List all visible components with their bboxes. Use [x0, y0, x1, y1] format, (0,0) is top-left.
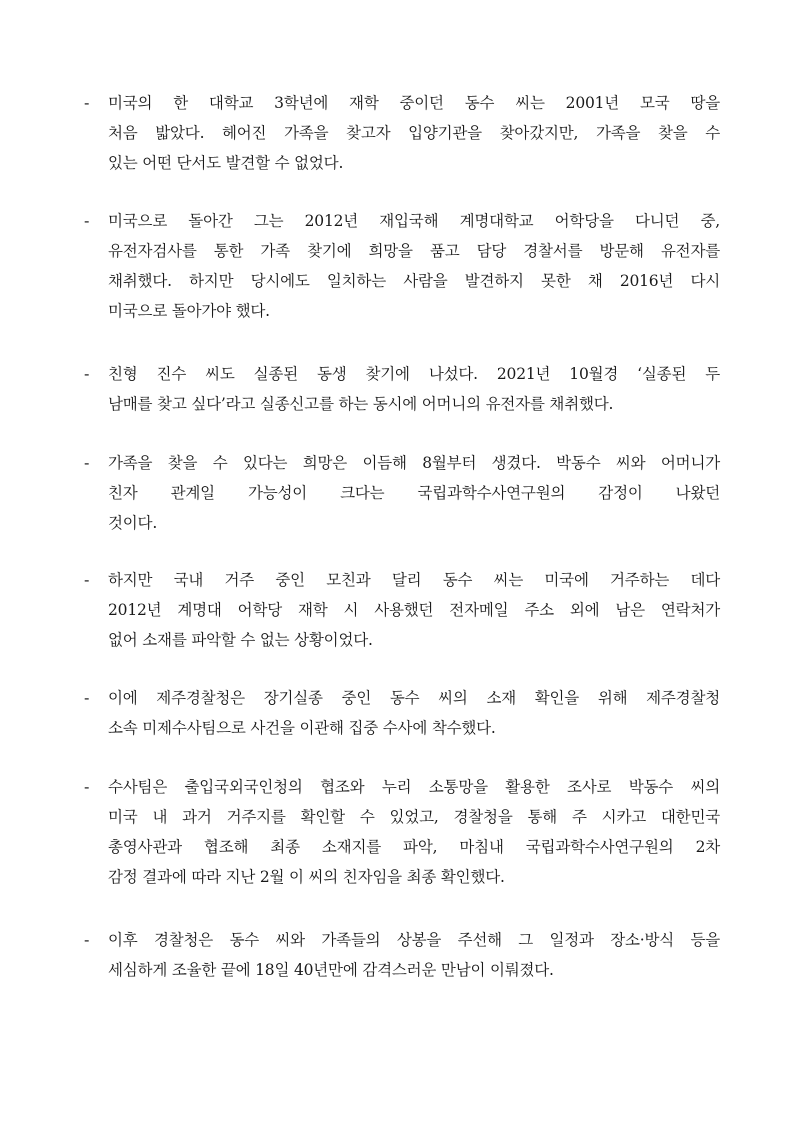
text-line: 유전자검사를 통한 가족 찾기에 희망을 품고 담당 경찰서를 방문해 유전자를 — [108, 242, 720, 260]
bullet-dash: - — [84, 93, 90, 112]
bullet-dash: - — [84, 930, 90, 949]
text-line: 소속 미제수사팀으로 사건을 이관해 집중 수사에 착수했다. — [108, 719, 496, 737]
bullet-dash: - — [84, 211, 90, 230]
text-line: 채취했다. 하지만 당시에도 일치하는 사람을 발견하지 못한 채 2016년 다시 — [108, 272, 720, 290]
bullet-dash: - — [84, 570, 90, 589]
text-line: 가족을 찾을 수 있다는 희망은 이듬해 8월부터 생겼다. 박동수 씨와 어머니가 — [108, 454, 720, 472]
paragraph-text — [108, 448, 720, 538]
paragraph-text — [108, 206, 720, 326]
text-line: 것이다. — [108, 514, 158, 532]
text-line: 하지만 국내 거주 중인 모친과 달리 동수 씨는 미국에 거주하는 데다 — [108, 571, 720, 589]
text-line: 세심하게 조율한 끝에 18일 40년만에 감격스러운 만남이 이뤄졌다. — [108, 961, 554, 979]
text-line: 수사팀은 출입국외국인청의 협조와 누리 소통망을 활용한 조사로 박동수 씨의 — [108, 778, 720, 796]
paragraph-text — [108, 772, 720, 892]
paragraph-text — [108, 683, 720, 743]
text-line: 미국 내 과거 거주지를 확인할 수 있었고, 경찰청을 통해 주 시카고 대한민국 — [108, 808, 720, 826]
text-line: 없어 소재를 파악할 수 없는 상황이었다. — [108, 631, 373, 649]
text-line: 미국으로 돌아가야 했다. — [108, 302, 270, 320]
paragraph-text — [108, 565, 720, 655]
text-line: 2012년 계명대 어학당 재학 시 사용했던 전자메일 주소 외에 남은 연락처가 — [108, 601, 720, 619]
text-line: 미국의 한 대학교 3학년에 재학 중이던 동수 씨는 2001년 모국 땅을 — [108, 94, 720, 112]
text-line: 이후 경찰청은 동수 씨와 가족들의 상봉을 주선해 그 일정과 장소·방식 등을 — [108, 931, 720, 949]
paragraph-text — [108, 359, 720, 419]
paragraph-text — [108, 925, 720, 985]
bullet-dash: - — [84, 777, 90, 796]
text-line: 이에 제주경찰청은 장기실종 중인 동수 씨의 소재 확인을 위해 제주경찰청 — [108, 689, 720, 707]
text-line: 미국으로 돌아간 그는 2012년 재입국해 계명대학교 어학당을 다니던 중, — [108, 212, 720, 230]
bullet-dash: - — [84, 688, 90, 707]
text-line: 친형 진수 씨도 실종된 동생 찾기에 나섰다. 2021년 10월경 ‘실종된 두 — [108, 365, 720, 383]
bullet-dash: - — [84, 364, 90, 383]
text-line: 처음 밟았다. 헤어진 가족을 찾고자 입양기관을 찾아갔지만, 가족을 찾을 수 — [108, 124, 720, 142]
text-line: 감정 결과에 따라 지난 2월 이 씨의 친자임을 최종 확인했다. — [108, 868, 505, 886]
bullet-dash: - — [84, 453, 90, 472]
text-line: 친자 관계일 가능성이 크다는 국립과학수사연구원의 감정이 나왔던 — [108, 484, 720, 502]
text-line: 총영사관과 협조해 최종 소재지를 파악, 마침내 국립과학수사연구원의 2차 — [108, 838, 720, 856]
paragraph-text — [108, 88, 720, 178]
text-line: 남매를 찾고 싶다’라고 실종신고를 하는 동시에 어머니의 유전자를 채취했다. — [108, 395, 614, 413]
text-line: 있는 어떤 단서도 발견할 수 없었다. — [108, 154, 344, 172]
